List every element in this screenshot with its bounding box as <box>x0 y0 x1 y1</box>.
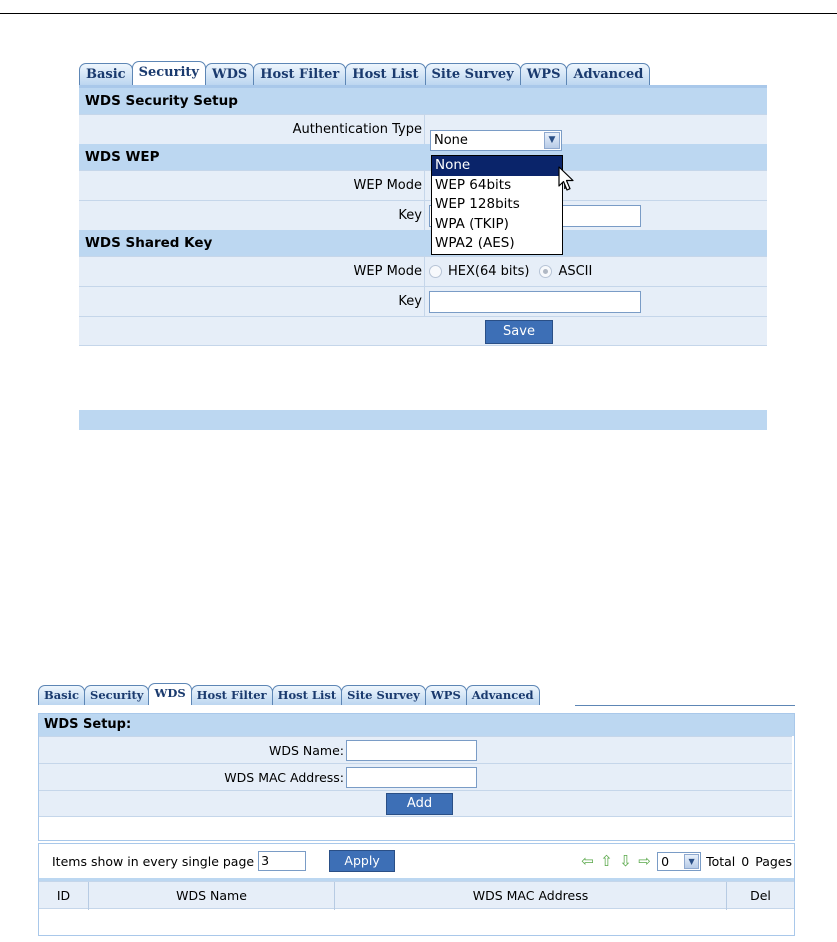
items-per-page-input[interactable]: 3 <box>258 851 306 871</box>
tab-wps[interactable]: WPS <box>520 63 568 85</box>
tab2-advanced[interactable]: Advanced <box>466 685 540 705</box>
tab-host-list[interactable]: Host List <box>345 63 425 85</box>
page-select[interactable] <box>657 852 701 871</box>
items-per-page-label: Items show in every single page <box>52 853 255 869</box>
wds-name-label: WDS Name: <box>269 743 344 758</box>
panel-footer <box>79 410 767 430</box>
chevron-down-icon[interactable]: ▼ <box>544 132 560 149</box>
list-toolbar <box>39 844 794 878</box>
wds-mac-row <box>39 763 792 790</box>
tab-wds[interactable]: WDS <box>205 63 254 85</box>
previous-page-icon[interactable]: ⇧ <box>600 852 613 870</box>
tab2-wds[interactable]: WDS <box>148 683 191 705</box>
tab-strip-2 <box>38 683 539 705</box>
tab2-wps[interactable]: WPS <box>425 685 467 705</box>
last-page-icon[interactable]: ⇨ <box>638 852 651 870</box>
wep-mode-label: WEP Mode <box>79 171 425 200</box>
tab2-site-survey[interactable]: Site Survey <box>341 685 426 705</box>
chevron-down-icon[interactable]: ▼ <box>684 854 699 869</box>
list-header-row <box>39 881 794 909</box>
first-page-icon[interactable]: ⇦ <box>581 852 594 870</box>
tab-basic[interactable]: Basic <box>79 63 133 85</box>
col-id: ID <box>39 882 89 910</box>
auth-option-none[interactable]: None <box>432 156 562 176</box>
auth-type-dropdown <box>431 155 563 255</box>
wep-mode-row <box>79 170 767 200</box>
shared-key-row <box>79 286 767 316</box>
section-header-security: WDS Security Setup <box>79 88 767 114</box>
auth-option-wpa2-aes[interactable]: WPA2 (AES) <box>435 235 515 251</box>
col-wds-name: WDS Name <box>89 882 335 910</box>
wds-setup-box <box>38 713 795 841</box>
tab-host-filter[interactable]: Host Filter <box>253 63 346 85</box>
auth-type-value: None <box>434 133 468 148</box>
save-button[interactable]: Save <box>485 320 553 344</box>
shared-wep-mode-label: WEP Mode <box>79 257 425 286</box>
auth-type-select[interactable] <box>430 130 562 151</box>
shared-key-input[interactable] <box>429 291 641 313</box>
auth-option-wpa-tkip[interactable]: WPA (TKIP) <box>435 215 509 232</box>
wds-name-input[interactable] <box>346 740 477 761</box>
next-page-icon[interactable]: ⇩ <box>619 852 632 870</box>
tab-site-survey[interactable]: Site Survey <box>425 63 521 85</box>
auth-option-wep64[interactable]: WEP 64bits <box>435 176 512 193</box>
add-button[interactable]: Add <box>386 793 453 815</box>
wds-mac-label: WDS MAC Address: <box>224 770 344 785</box>
auth-type-row <box>79 114 767 144</box>
tab-strip-1 <box>79 61 649 85</box>
tab2-host-list[interactable]: Host List <box>272 685 343 705</box>
col-wds-mac: WDS MAC Address <box>335 882 727 910</box>
ascii-label: ASCII <box>558 264 593 279</box>
tab-advanced[interactable]: Advanced <box>566 63 650 85</box>
wds-security-panel <box>79 88 767 430</box>
section-header-wep: WDS WEP <box>79 144 767 170</box>
wds-list-box <box>38 843 795 936</box>
hex-label: HEX(64 bits) <box>448 264 530 279</box>
wds-name-row <box>39 736 792 763</box>
shared-wep-mode-row <box>79 256 767 286</box>
section-header-shared: WDS Shared Key <box>79 230 767 256</box>
mouse-cursor-icon <box>558 166 576 192</box>
pages-label: Pages <box>755 853 792 869</box>
wep-key-label: Key <box>79 201 425 230</box>
auth-type-label: Authentication Type <box>79 115 425 144</box>
apply-button[interactable]: Apply <box>329 850 395 872</box>
tab2-basic[interactable]: Basic <box>38 685 85 705</box>
wds-add-row <box>39 790 792 817</box>
wds-setup-header: WDS Setup: <box>39 714 794 736</box>
ascii-radio[interactable] <box>539 265 552 278</box>
auth-option-wep128[interactable]: WEP 128bits <box>435 196 520 212</box>
total-label: Total <box>706 853 736 869</box>
hex-radio[interactable] <box>429 265 442 278</box>
save-row <box>79 316 767 346</box>
total-value: 0 <box>741 853 750 869</box>
shared-key-label: Key <box>79 287 425 316</box>
wds-setup-panel <box>38 706 795 836</box>
page-select-value: 0 <box>661 853 670 869</box>
tab-security[interactable]: Security <box>132 61 206 85</box>
tab2-host-filter[interactable]: Host Filter <box>191 685 273 705</box>
wep-key-row <box>79 200 767 230</box>
top-rule <box>0 13 837 14</box>
col-del: Del <box>750 888 771 903</box>
tab2-security[interactable]: Security <box>84 685 149 705</box>
wds-mac-input[interactable] <box>346 767 477 788</box>
